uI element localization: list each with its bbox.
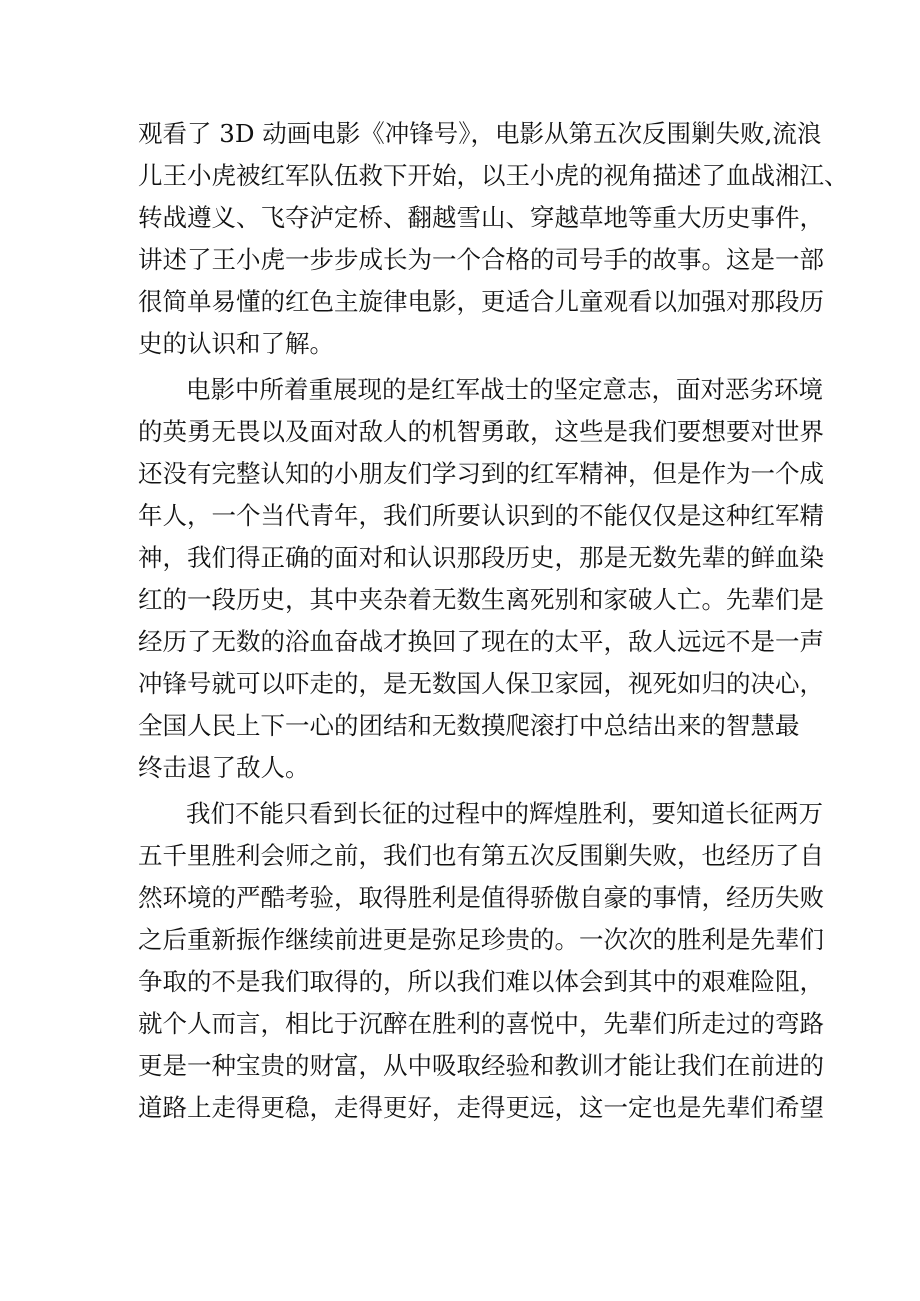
- text-line: 讲述了王小虎一步步成长为一个合格的司号手的故事。这是一部: [138, 245, 824, 274]
- text-line: 就个人而言，相比于沉醉在胜利的喜悦中，先辈们所走过的弯路: [138, 1009, 824, 1038]
- paragraph: [138, 369, 824, 789]
- text-line: 转战遵义、飞夺泸定桥、翻越雪山、穿越草地等重大历史事件，: [138, 203, 824, 232]
- text-line: 争取的不是我们取得的，所以我们难以体会到其中的艰难险阻，: [138, 967, 824, 996]
- text-line: 史的认识和了解。: [138, 329, 334, 358]
- text-line: 经历了无数的浴血奋战才换回了现在的太平，敌人远远不是一声: [138, 627, 824, 656]
- text-line: 终击退了敌人。: [138, 753, 310, 782]
- text-line: 还没有完整认知的小朋友们学习到的红军精神，但是作为一个成: [138, 459, 824, 488]
- body-text: [138, 113, 849, 1129]
- text-line: 五千里胜利会师之前，我们也有第五次反围剿失败，也经历了自: [138, 841, 824, 870]
- text-line: 全国人民上下一心的团结和无数摸爬滚打中总结出来的智慧最: [138, 711, 800, 740]
- text-line: 然环境的严酷考验，取得胜利是值得骄傲自豪的事情，经历失败: [138, 883, 824, 912]
- text-line: 我们不能只看到长征的过程中的辉煌胜利，要知道长征两万: [186, 799, 823, 828]
- text-line: 年人，一个当代青年，我们所要认识到的不能仅仅是这种红军精: [138, 501, 824, 530]
- text-line: 之后重新振作继续前进更是弥足珍贵的。一次次的胜利是先辈们: [138, 925, 824, 954]
- paragraph: [138, 793, 824, 1129]
- text-line: 电影中所着重展现的是红军战士的坚定意志，面对恶劣环境: [186, 375, 823, 404]
- text-line: 观看了 3D 动画电影《冲锋号》，电影从第五次反围剿失败,流浪: [138, 119, 822, 148]
- text-line: 很简单易懂的红色主旋律电影，更适合儿童观看以加强对那段历: [138, 287, 824, 316]
- text-line: 的英勇无畏以及面对敌人的机智勇敢，这些是我们要想要对世界: [138, 417, 824, 446]
- text-line: 更是一种宝贵的财富，从中吸取经验和教训才能让我们在前进的: [138, 1051, 824, 1080]
- text-line: 冲锋号就可以吓走的，是无数国人保卫家园，视死如归的决心，: [138, 669, 824, 698]
- paragraph: [138, 113, 849, 365]
- text-line: 神，我们得正确的面对和认识那段历史，那是无数先辈的鲜血染: [138, 543, 824, 572]
- text-line: 红的一段历史，其中夹杂着无数生离死别和家破人亡。先辈们是: [138, 585, 824, 614]
- text-line: 儿王小虎被红军队伍救下开始，以王小虎的视角描述了血战湘江、: [138, 161, 849, 190]
- text-line: 道路上走得更稳，走得更好，走得更远，这一定也是先辈们希望: [138, 1093, 824, 1122]
